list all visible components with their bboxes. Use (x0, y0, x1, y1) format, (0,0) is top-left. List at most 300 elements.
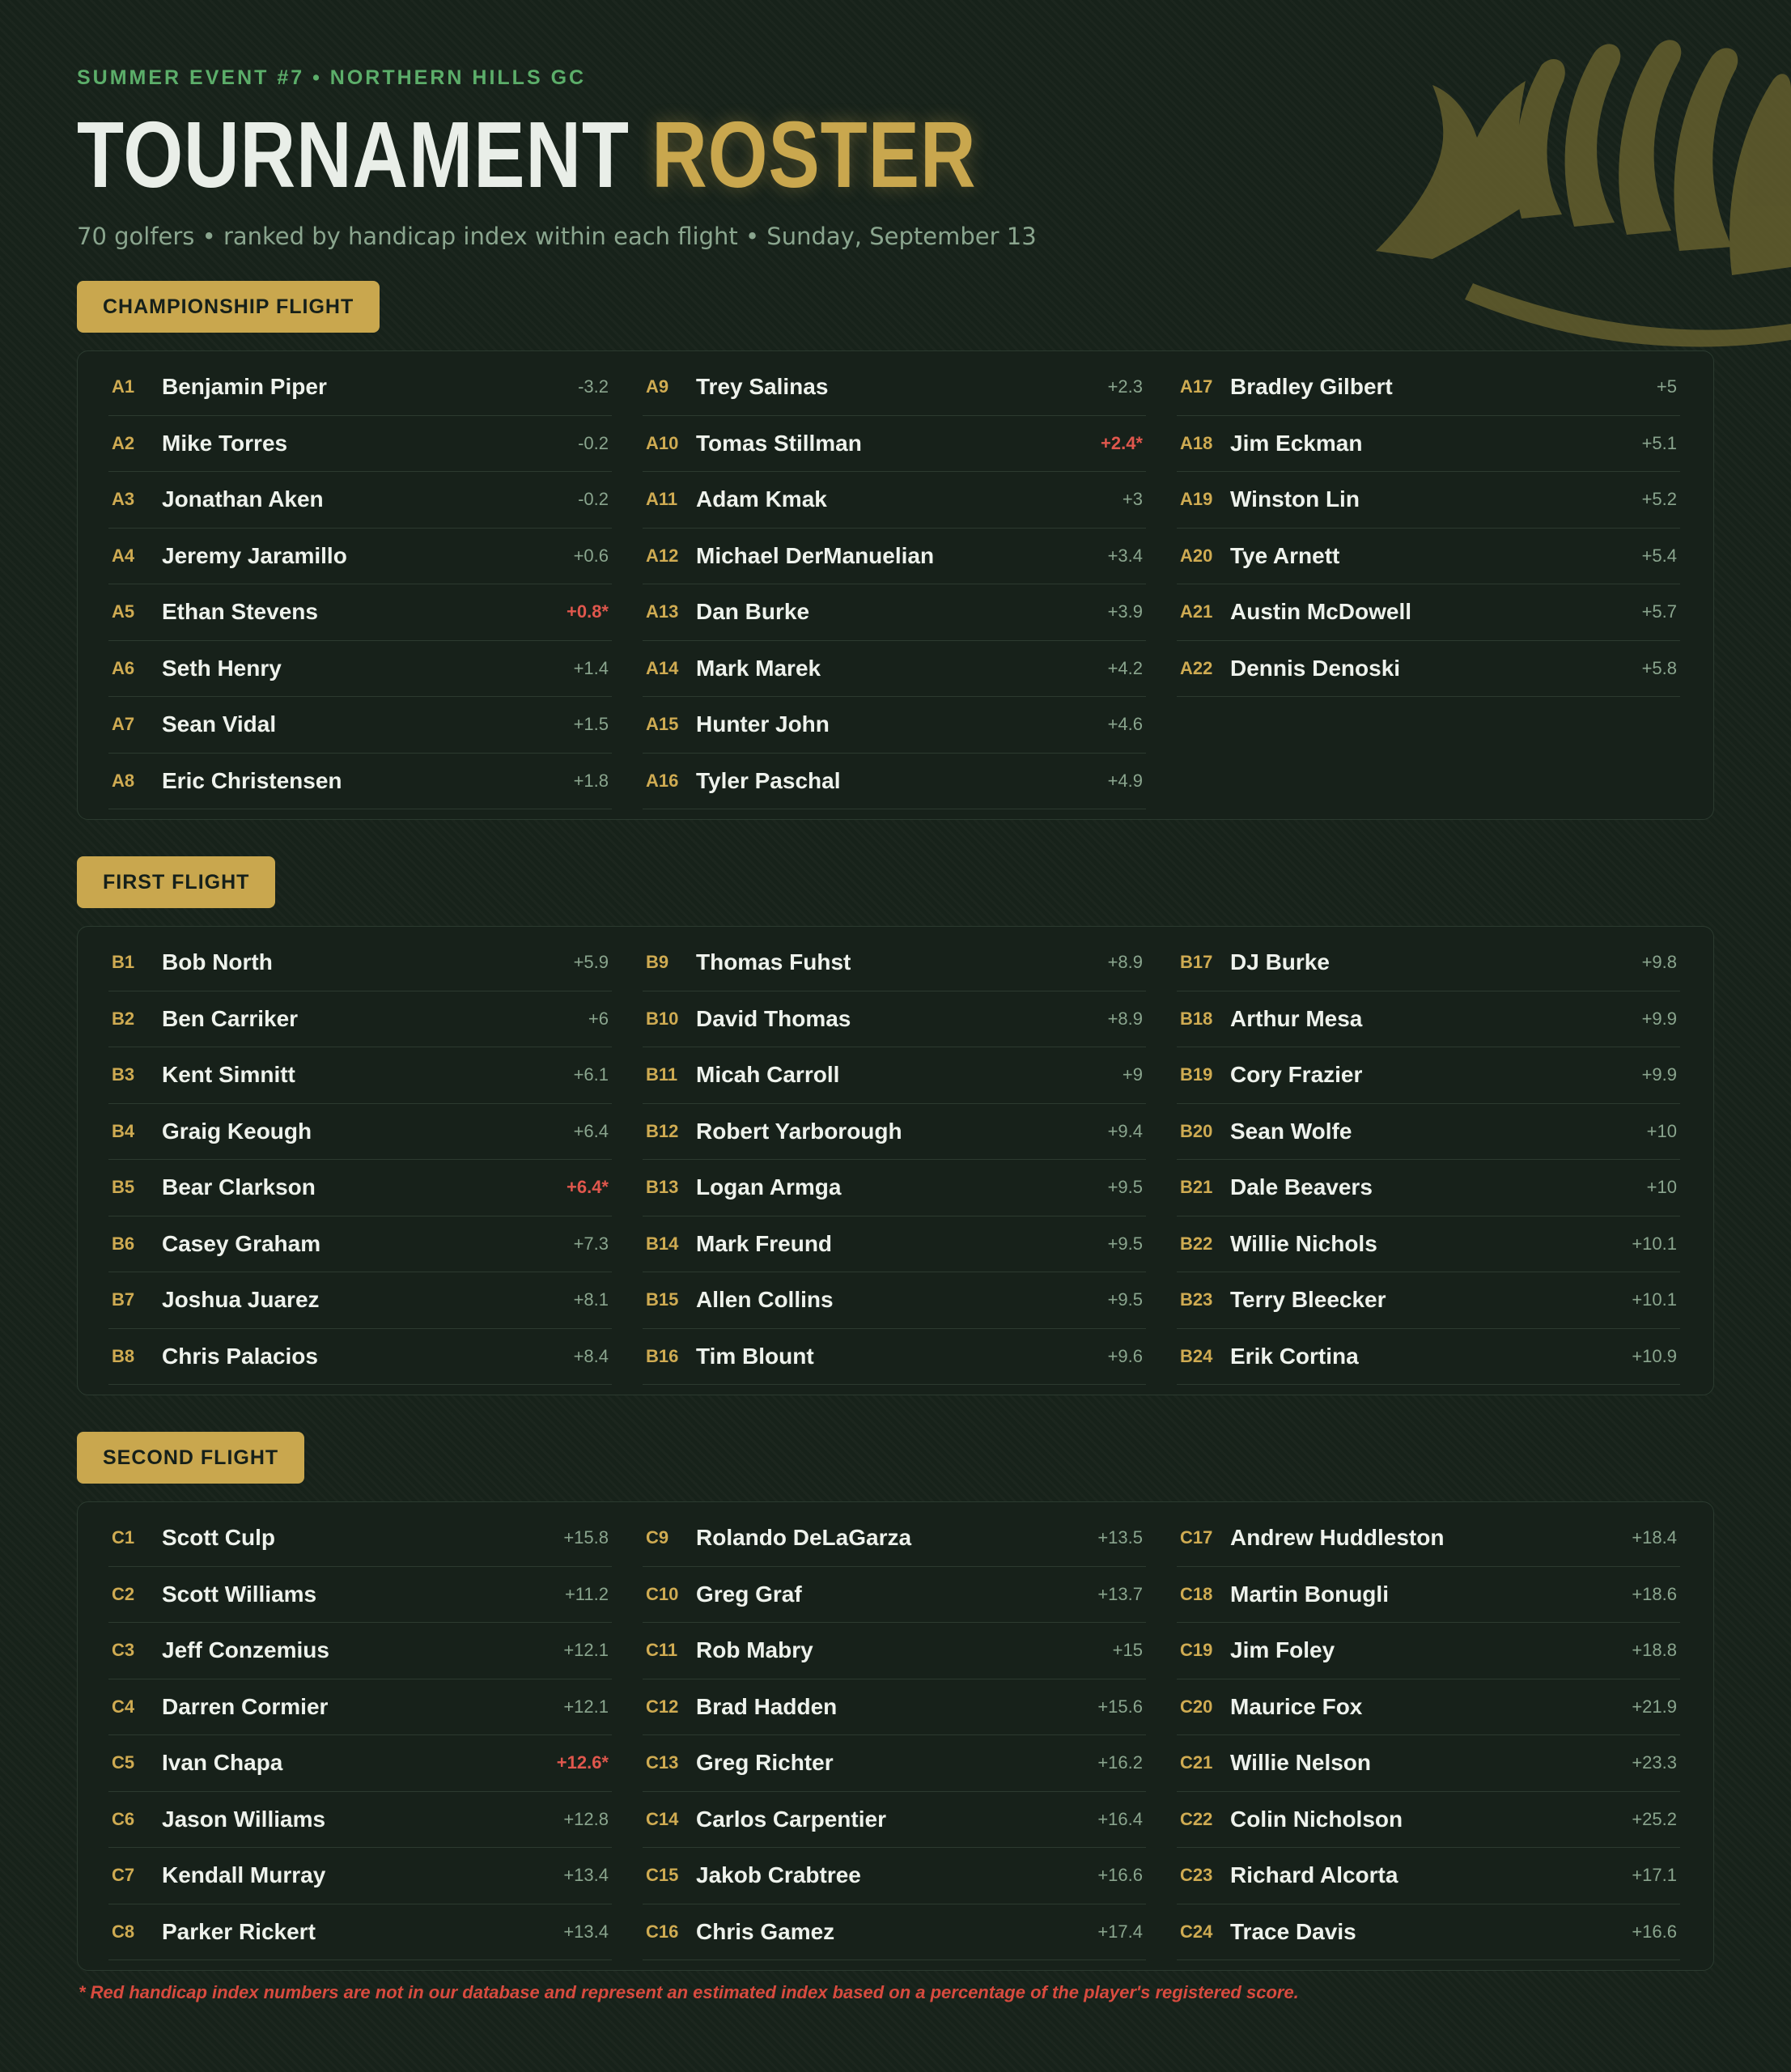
player-seed: A9 (646, 376, 669, 397)
player-seed: B3 (112, 1064, 135, 1085)
header (77, 63, 1453, 253)
player-seed: A7 (112, 714, 135, 735)
roster-column (643, 1510, 1146, 1970)
player-name: Mark Marek (696, 655, 821, 681)
player-seed: B10 (646, 1008, 679, 1029)
player-seed: B17 (1180, 952, 1213, 973)
player-row (108, 529, 612, 585)
player-name: David Thomas (696, 1005, 851, 1031)
player-row (1177, 416, 1680, 473)
handicap-index: +4.6 (1107, 714, 1143, 735)
handicap-index: +10.9 (1632, 1345, 1677, 1366)
handicap-index: +10 (1646, 1177, 1677, 1198)
handicap-index: +18.4 (1632, 1527, 1677, 1548)
player-name: Michael DerManuelian (696, 542, 935, 568)
player-row (1177, 641, 1680, 698)
player-name: Dan Burke (696, 599, 810, 625)
handicap-index: +21.9 (1632, 1696, 1677, 1717)
player-seed: A13 (646, 601, 679, 622)
player-name: Kent Simnitt (162, 1062, 295, 1088)
handicap-index: -0.2 (578, 432, 609, 453)
player-name: Sean Vidal (162, 711, 277, 737)
handicap-index: +9.5 (1107, 1289, 1143, 1310)
handicap-index: +1.4 (573, 657, 609, 678)
handicap-index: +6.4 (573, 1120, 609, 1141)
handicap-index: -3.2 (578, 376, 609, 397)
player-name: Rolando DeLaGarza (696, 1525, 912, 1551)
handicap-index: +4.2 (1107, 657, 1143, 678)
handicap-index: +5.2 (1641, 489, 1677, 510)
handicap-index: +6 (588, 1008, 609, 1029)
player-name: Chris Gamez (696, 1918, 835, 1944)
player-seed: B9 (646, 952, 669, 973)
player-row (1177, 359, 1680, 416)
handicap-index: +15 (1112, 1640, 1143, 1661)
handicap-index: +13.5 (1097, 1527, 1143, 1548)
player-row (1177, 1329, 1680, 1386)
player-name: Jim Eckman (1230, 430, 1363, 456)
handicap-index: +18.6 (1632, 1583, 1677, 1604)
player-row (643, 1679, 1146, 1736)
player-row (1177, 1792, 1680, 1849)
handicap-index: +5.1 (1641, 432, 1677, 453)
player-row (643, 935, 1146, 991)
player-name: Colin Nicholson (1230, 1806, 1403, 1832)
player-seed: C21 (1180, 1752, 1213, 1773)
player-name: Tyler Paschal (696, 767, 841, 793)
handicap-index: +3.4 (1107, 545, 1143, 566)
player-row (108, 1679, 612, 1736)
player-seed: B18 (1180, 1008, 1213, 1029)
player-name: Tye Arnett (1230, 542, 1340, 568)
player-seed: B2 (112, 1008, 135, 1029)
handicap-index: +16.2 (1097, 1752, 1143, 1773)
handicap-index: +10 (1646, 1120, 1677, 1141)
handicap-index: +8.9 (1107, 952, 1143, 973)
player-row (643, 1904, 1146, 1961)
player-seed: C6 (112, 1808, 135, 1829)
player-row (1177, 529, 1680, 585)
player-row (643, 1792, 1146, 1849)
player-row (643, 697, 1146, 754)
handicap-index: +0.6 (573, 545, 609, 566)
player-seed: C2 (112, 1583, 135, 1604)
player-row (643, 529, 1146, 585)
player-row (108, 935, 612, 991)
player-seed: C11 (646, 1640, 678, 1661)
player-seed: A15 (646, 714, 679, 735)
player-row (108, 1329, 612, 1386)
player-row (1177, 1272, 1680, 1329)
handicap-index: +5.8 (1641, 657, 1677, 678)
player-name: Casey Graham (162, 1230, 321, 1256)
player-seed: A3 (112, 489, 135, 510)
handicap-index: +12.1 (563, 1640, 609, 1661)
player-name: Ethan Stevens (162, 599, 318, 625)
roster-column (1177, 935, 1680, 1395)
player-seed: A20 (1180, 545, 1213, 566)
player-name: Dennis Denoski (1230, 655, 1401, 681)
player-seed: A14 (646, 657, 679, 678)
player-name: Allen Collins (696, 1287, 834, 1313)
player-name: Brad Hadden (696, 1693, 838, 1719)
player-row (108, 1904, 612, 1961)
player-seed: B7 (112, 1289, 135, 1310)
handicap-index: +1.8 (573, 770, 609, 791)
player-row (108, 1567, 612, 1624)
player-seed: A22 (1180, 657, 1213, 678)
player-row (643, 416, 1146, 473)
roster-column (108, 1510, 612, 1970)
handicap-index: +8.9 (1107, 1008, 1143, 1029)
player-row (1177, 1104, 1680, 1161)
player-name: Maurice Fox (1230, 1693, 1363, 1719)
player-seed: B16 (646, 1345, 679, 1366)
player-seed: C8 (112, 1921, 135, 1942)
page-subtitle: 70 golfers • ranked by handicap index within each flight • Sunday, September 13 (77, 223, 1037, 250)
player-name: Scott Williams (162, 1581, 317, 1607)
player-row (643, 1510, 1146, 1567)
player-row (108, 472, 612, 529)
roster-column (1177, 1510, 1680, 1970)
player-row (108, 641, 612, 698)
player-seed: A1 (112, 376, 135, 397)
estimated-handicap-index: +12.6* (556, 1752, 609, 1773)
handicap-index: +8.4 (573, 1345, 609, 1366)
flight-label-second: SECOND FLIGHT (77, 1432, 304, 1484)
player-row (108, 1623, 612, 1679)
handicap-index: +23.3 (1632, 1752, 1677, 1773)
player-row (643, 1567, 1146, 1624)
player-row (643, 1104, 1146, 1161)
player-seed: A11 (646, 489, 678, 510)
first-flight-panel (77, 926, 1714, 1395)
player-row (1177, 1160, 1680, 1216)
player-row (108, 1272, 612, 1329)
player-name: Seth Henry (162, 655, 282, 681)
handicap-index: +17.4 (1097, 1921, 1143, 1942)
player-seed: A6 (112, 657, 135, 678)
player-name: Ivan Chapa (162, 1750, 283, 1776)
player-name: Dale Beavers (1230, 1174, 1373, 1200)
flight-label-championship: CHAMPIONSHIP FLIGHT (77, 281, 380, 333)
handicap-index: +16.6 (1097, 1865, 1143, 1886)
player-name: Greg Richter (696, 1750, 834, 1776)
player-name: Benjamin Piper (162, 374, 327, 400)
player-seed: C17 (1180, 1527, 1213, 1548)
player-seed: C12 (646, 1696, 679, 1717)
player-seed: C24 (1180, 1921, 1213, 1942)
player-seed: B13 (646, 1177, 679, 1198)
title-word-roster: ROSTER (651, 102, 977, 207)
player-row (108, 1216, 612, 1273)
player-name: Austin McDowell (1230, 599, 1412, 625)
handicap-index: +10.1 (1632, 1289, 1677, 1310)
player-seed: A10 (646, 432, 679, 453)
handicap-index: +13.7 (1097, 1583, 1143, 1604)
handicap-index: +4.9 (1107, 770, 1143, 791)
handicap-index: +16.6 (1632, 1921, 1677, 1942)
player-name: Erik Cortina (1230, 1343, 1359, 1369)
player-name: Martin Bonugli (1230, 1581, 1389, 1607)
player-seed: B4 (112, 1120, 135, 1141)
player-name: Robert Yarborough (696, 1118, 902, 1144)
player-seed: C23 (1180, 1865, 1213, 1886)
player-row (643, 1160, 1146, 1216)
player-row (1177, 991, 1680, 1048)
player-row (1177, 1510, 1680, 1567)
player-name: Ben Carriker (162, 1005, 299, 1031)
player-name: Terry Bleecker (1230, 1287, 1386, 1313)
handicap-index: +15.6 (1097, 1696, 1143, 1717)
event-eyebrow: SUMMER EVENT #7 • NORTHERN HILLS GC (77, 66, 587, 89)
player-name: Jeremy Jaramillo (162, 542, 347, 568)
player-seed: B14 (646, 1233, 679, 1254)
player-row (108, 1047, 612, 1104)
player-name: Tim Blount (696, 1343, 814, 1369)
player-seed: A16 (646, 770, 679, 791)
estimated-handicap-index: +0.8* (567, 601, 609, 622)
player-seed: C4 (112, 1696, 135, 1717)
player-name: Logan Armga (696, 1174, 842, 1200)
roster-column (643, 359, 1146, 819)
handicap-index: +9.6 (1107, 1345, 1143, 1366)
player-name: Graig Keough (162, 1118, 312, 1144)
handicap-index: +16.4 (1097, 1808, 1143, 1829)
player-row (643, 1216, 1146, 1273)
handicap-index: +3 (1122, 489, 1143, 510)
handicap-index: +5 (1656, 376, 1677, 397)
player-seed: B20 (1180, 1120, 1213, 1141)
player-seed: C15 (646, 1865, 679, 1886)
handicap-index: +6.1 (573, 1064, 609, 1085)
player-name: Mark Freund (696, 1230, 833, 1256)
player-name: Hunter John (696, 711, 830, 737)
player-row (1177, 1735, 1680, 1792)
player-name: Richard Alcorta (1230, 1862, 1398, 1888)
player-seed: A12 (646, 545, 679, 566)
player-name: Trace Davis (1230, 1918, 1356, 1944)
player-name: Jeff Conzemius (162, 1637, 329, 1663)
player-row (1177, 584, 1680, 641)
player-seed: B8 (112, 1345, 135, 1366)
player-name: Micah Carroll (696, 1062, 840, 1088)
player-row (643, 1735, 1146, 1792)
player-row (643, 641, 1146, 698)
player-name: Willie Nichols (1230, 1230, 1377, 1256)
player-row (643, 1047, 1146, 1104)
player-seed: A21 (1180, 601, 1213, 622)
player-seed: C18 (1180, 1583, 1213, 1604)
handicap-index: +9.9 (1641, 1008, 1677, 1029)
player-seed: B1 (112, 952, 135, 973)
handicap-index: +1.5 (573, 714, 609, 735)
player-name: Adam Kmak (696, 486, 827, 512)
player-row (108, 584, 612, 641)
player-row (108, 1160, 612, 1216)
player-seed: C19 (1180, 1640, 1213, 1661)
player-seed: A5 (112, 601, 135, 622)
handicap-index: +25.2 (1632, 1808, 1677, 1829)
player-seed: C10 (646, 1583, 679, 1604)
player-row (108, 1735, 612, 1792)
player-seed: B23 (1180, 1289, 1213, 1310)
handicap-index: +12.1 (563, 1696, 609, 1717)
player-seed: B24 (1180, 1345, 1213, 1366)
handicap-index: +9.9 (1641, 1064, 1677, 1085)
handicap-index: +17.1 (1632, 1865, 1677, 1886)
player-seed: C7 (112, 1865, 135, 1886)
handicap-index: +3.9 (1107, 601, 1143, 622)
handicap-index: +5.9 (573, 952, 609, 973)
championship-flight-panel (77, 350, 1714, 820)
player-row (643, 472, 1146, 529)
player-name: Tomas Stillman (696, 430, 862, 456)
player-seed: B21 (1180, 1177, 1213, 1198)
player-seed: C5 (112, 1752, 135, 1773)
flight-label-first: FIRST FLIGHT (77, 856, 275, 908)
handicap-index: +9.5 (1107, 1233, 1143, 1254)
player-row (108, 416, 612, 473)
player-name: DJ Burke (1230, 949, 1330, 975)
player-row (1177, 1904, 1680, 1961)
player-row (643, 1272, 1146, 1329)
player-row (108, 1104, 612, 1161)
player-row (643, 1848, 1146, 1904)
handicap-index: +15.8 (563, 1527, 609, 1548)
player-seed: C9 (646, 1527, 669, 1548)
player-name: Arthur Mesa (1230, 1005, 1363, 1031)
player-name: Parker Rickert (162, 1918, 316, 1944)
player-row (108, 1510, 612, 1567)
title-word-tournament: TOURNAMENT (77, 102, 630, 207)
handicap-index: +13.4 (563, 1921, 609, 1942)
player-row (643, 991, 1146, 1048)
player-name: Jonathan Aken (162, 486, 324, 512)
handicap-index: +5.7 (1641, 601, 1677, 622)
player-seed: B12 (646, 1120, 679, 1141)
player-name: Eric Christensen (162, 767, 342, 793)
player-name: Willie Nelson (1230, 1750, 1372, 1776)
roster-column (643, 935, 1146, 1395)
handicap-index: +9.8 (1641, 952, 1677, 973)
handicap-index: +2.3 (1107, 376, 1143, 397)
player-name: Thomas Fuhst (696, 949, 851, 975)
player-row (1177, 935, 1680, 991)
player-name: Carlos Carpentier (696, 1806, 886, 1832)
player-seed: B11 (646, 1064, 678, 1085)
handicap-index: +13.4 (563, 1865, 609, 1886)
player-seed: A17 (1180, 376, 1213, 397)
handicap-index: +9.5 (1107, 1177, 1143, 1198)
player-row (643, 754, 1146, 810)
player-seed: C14 (646, 1808, 679, 1829)
handicap-index: +12.8 (563, 1808, 609, 1829)
player-seed: A19 (1180, 489, 1213, 510)
player-seed: B19 (1180, 1064, 1213, 1085)
player-seed: A2 (112, 432, 135, 453)
player-name: Andrew Huddleston (1230, 1525, 1445, 1551)
player-seed: C22 (1180, 1808, 1213, 1829)
player-seed: B22 (1180, 1233, 1213, 1254)
player-seed: C3 (112, 1640, 135, 1661)
handicap-index: +18.8 (1632, 1640, 1677, 1661)
player-name: Scott Culp (162, 1525, 275, 1551)
player-seed: A8 (112, 770, 135, 791)
roster-column (108, 359, 612, 819)
player-seed: A18 (1180, 432, 1213, 453)
player-name: Sean Wolfe (1230, 1118, 1352, 1144)
player-row (643, 584, 1146, 641)
handicap-index: +7.3 (573, 1233, 609, 1254)
player-row (1177, 472, 1680, 529)
player-seed: B6 (112, 1233, 135, 1254)
player-row (1177, 1623, 1680, 1679)
player-row (108, 359, 612, 416)
player-row (108, 991, 612, 1048)
player-name: Jim Foley (1230, 1637, 1335, 1663)
estimated-handicap-index: +6.4* (567, 1177, 609, 1198)
player-seed: A4 (112, 545, 135, 566)
handicap-index: +10.1 (1632, 1233, 1677, 1254)
player-name: Kendall Murray (162, 1862, 326, 1888)
player-name: Bear Clarkson (162, 1174, 316, 1200)
player-row (1177, 1679, 1680, 1736)
player-seed: C20 (1180, 1696, 1213, 1717)
player-name: Trey Salinas (696, 374, 829, 400)
handicap-index: -0.2 (578, 489, 609, 510)
player-name: Joshua Juarez (162, 1287, 320, 1313)
player-name: Jason Williams (162, 1806, 326, 1832)
player-row (1177, 1216, 1680, 1273)
handicap-index: +9 (1122, 1064, 1143, 1085)
player-name: Winston Lin (1230, 486, 1360, 512)
player-seed: C13 (646, 1752, 679, 1773)
player-row (643, 359, 1146, 416)
player-name: Bradley Gilbert (1230, 374, 1393, 400)
player-seed: B5 (112, 1177, 135, 1198)
page-title (77, 102, 1205, 207)
player-row (108, 1848, 612, 1904)
player-name: Rob Mabry (696, 1637, 813, 1663)
player-name: Greg Graf (696, 1581, 802, 1607)
handicap-index: +5.4 (1641, 545, 1677, 566)
estimated-handicap-index: +2.4* (1101, 432, 1143, 453)
handicap-index: +8.1 (573, 1289, 609, 1310)
player-row (643, 1329, 1146, 1386)
player-row (1177, 1567, 1680, 1624)
footnote: * Red handicap index numbers are not in our database and represent an estimated index based on a percentage of the player's registered score. (79, 1982, 1299, 2002)
handicap-index: +9.4 (1107, 1120, 1143, 1141)
roster-column (108, 935, 612, 1395)
player-seed: B15 (646, 1289, 679, 1310)
player-row (108, 697, 612, 754)
player-name: Jakob Crabtree (696, 1862, 861, 1888)
second-flight-panel (77, 1501, 1714, 1971)
player-name: Darren Cormier (162, 1693, 329, 1719)
player-row (108, 754, 612, 810)
player-row (108, 1792, 612, 1849)
roster-column (1177, 359, 1680, 819)
player-seed: C16 (646, 1921, 679, 1942)
player-row (1177, 1848, 1680, 1904)
player-name: Cory Frazier (1230, 1062, 1363, 1088)
player-row (643, 1623, 1146, 1679)
player-name: Chris Palacios (162, 1343, 318, 1369)
player-name: Bob North (162, 949, 273, 975)
handicap-index: +11.2 (564, 1583, 609, 1604)
player-seed: C1 (112, 1527, 135, 1548)
